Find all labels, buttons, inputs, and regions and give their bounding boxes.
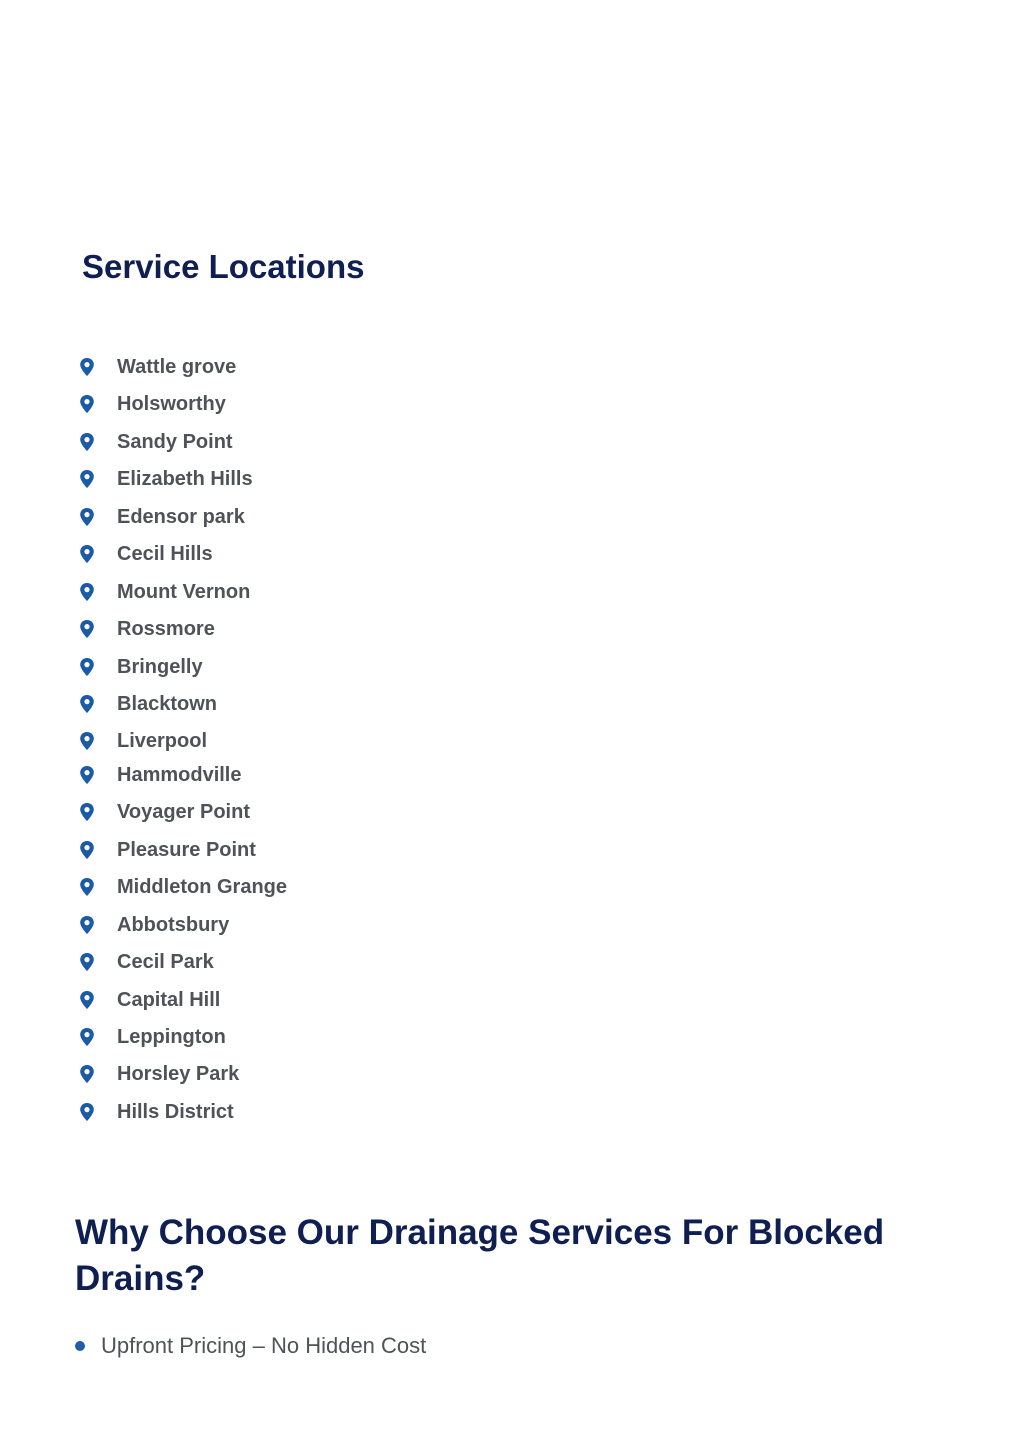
location-item [78, 798, 250, 826]
location-item [78, 615, 215, 643]
map-pin-icon [78, 356, 96, 378]
location-item [78, 390, 226, 418]
map-pin-icon [78, 656, 96, 678]
map-pin-icon [78, 876, 96, 898]
map-pin-icon [78, 989, 96, 1011]
location-link[interactable]: Bringelly [117, 656, 203, 678]
benefit-label: Upfront Pricing – No Hidden Cost [101, 1333, 427, 1358]
location-link[interactable]: Holsworthy [117, 393, 226, 415]
benefit-item [75, 1330, 426, 1362]
location-item [78, 353, 236, 381]
location-item [78, 540, 213, 568]
map-pin-icon [78, 431, 96, 453]
location-item [78, 836, 256, 864]
location-item [78, 465, 253, 493]
location-link[interactable]: Liverpool [117, 730, 208, 752]
location-link[interactable]: Abbotsbury [117, 914, 230, 936]
location-link[interactable]: Middleton Grange [117, 876, 287, 898]
location-item [78, 1098, 234, 1126]
location-link[interactable]: Hammodville [117, 764, 242, 786]
location-link[interactable]: Blacktown [117, 693, 218, 715]
map-pin-icon [78, 506, 96, 528]
map-pin-icon [78, 693, 96, 715]
location-link[interactable]: Capital Hill [117, 989, 221, 1011]
map-pin-icon [78, 730, 96, 752]
location-item [78, 986, 220, 1014]
location-link[interactable]: Sandy Point [117, 431, 233, 453]
location-item [78, 428, 233, 456]
map-pin-icon [78, 618, 96, 640]
location-item [78, 503, 245, 531]
location-link[interactable]: Mount Vernon [117, 581, 251, 603]
location-item [78, 761, 241, 789]
map-pin-icon [78, 1063, 96, 1085]
location-item [78, 948, 214, 976]
location-link[interactable]: Horsley Park [117, 1063, 240, 1085]
map-pin-icon [78, 543, 96, 565]
map-pin-icon [78, 951, 96, 973]
location-link[interactable]: Pleasure Point [117, 839, 256, 861]
location-link[interactable]: Wattle grove [117, 356, 237, 378]
location-link[interactable]: Voyager Point [117, 801, 250, 823]
map-pin-icon [78, 393, 96, 415]
location-item [78, 727, 207, 755]
location-link[interactable]: Rossmore [117, 618, 215, 640]
location-item [78, 911, 229, 939]
benefits-list [75, 1330, 426, 1362]
map-pin-icon [78, 581, 96, 603]
location-link[interactable]: Elizabeth Hills [117, 468, 253, 490]
location-item [78, 690, 217, 718]
bullet-dot-icon [75, 1341, 85, 1351]
location-link[interactable]: Cecil Park [117, 951, 214, 973]
map-pin-icon [78, 764, 96, 786]
map-pin-icon [78, 1101, 96, 1123]
map-pin-icon [78, 914, 96, 936]
location-link[interactable]: Hills District [117, 1101, 234, 1123]
why-choose-heading: Why Choose Our Drainage Services For Blocked Drains? [75, 1213, 885, 1298]
map-pin-icon [78, 839, 96, 861]
location-link[interactable]: Leppington [117, 1026, 226, 1048]
location-link[interactable]: Cecil Hills [117, 543, 213, 565]
location-item [78, 578, 250, 606]
service-locations-heading: Service Locations [82, 248, 365, 285]
map-pin-icon [78, 801, 96, 823]
location-item [78, 653, 203, 681]
map-pin-icon [78, 1026, 96, 1048]
location-item [78, 1060, 239, 1088]
location-link[interactable]: Edensor park [117, 506, 245, 528]
service-locations-list [78, 0, 578, 1140]
map-pin-icon [78, 468, 96, 490]
location-item [78, 873, 287, 901]
location-item [78, 1023, 226, 1051]
